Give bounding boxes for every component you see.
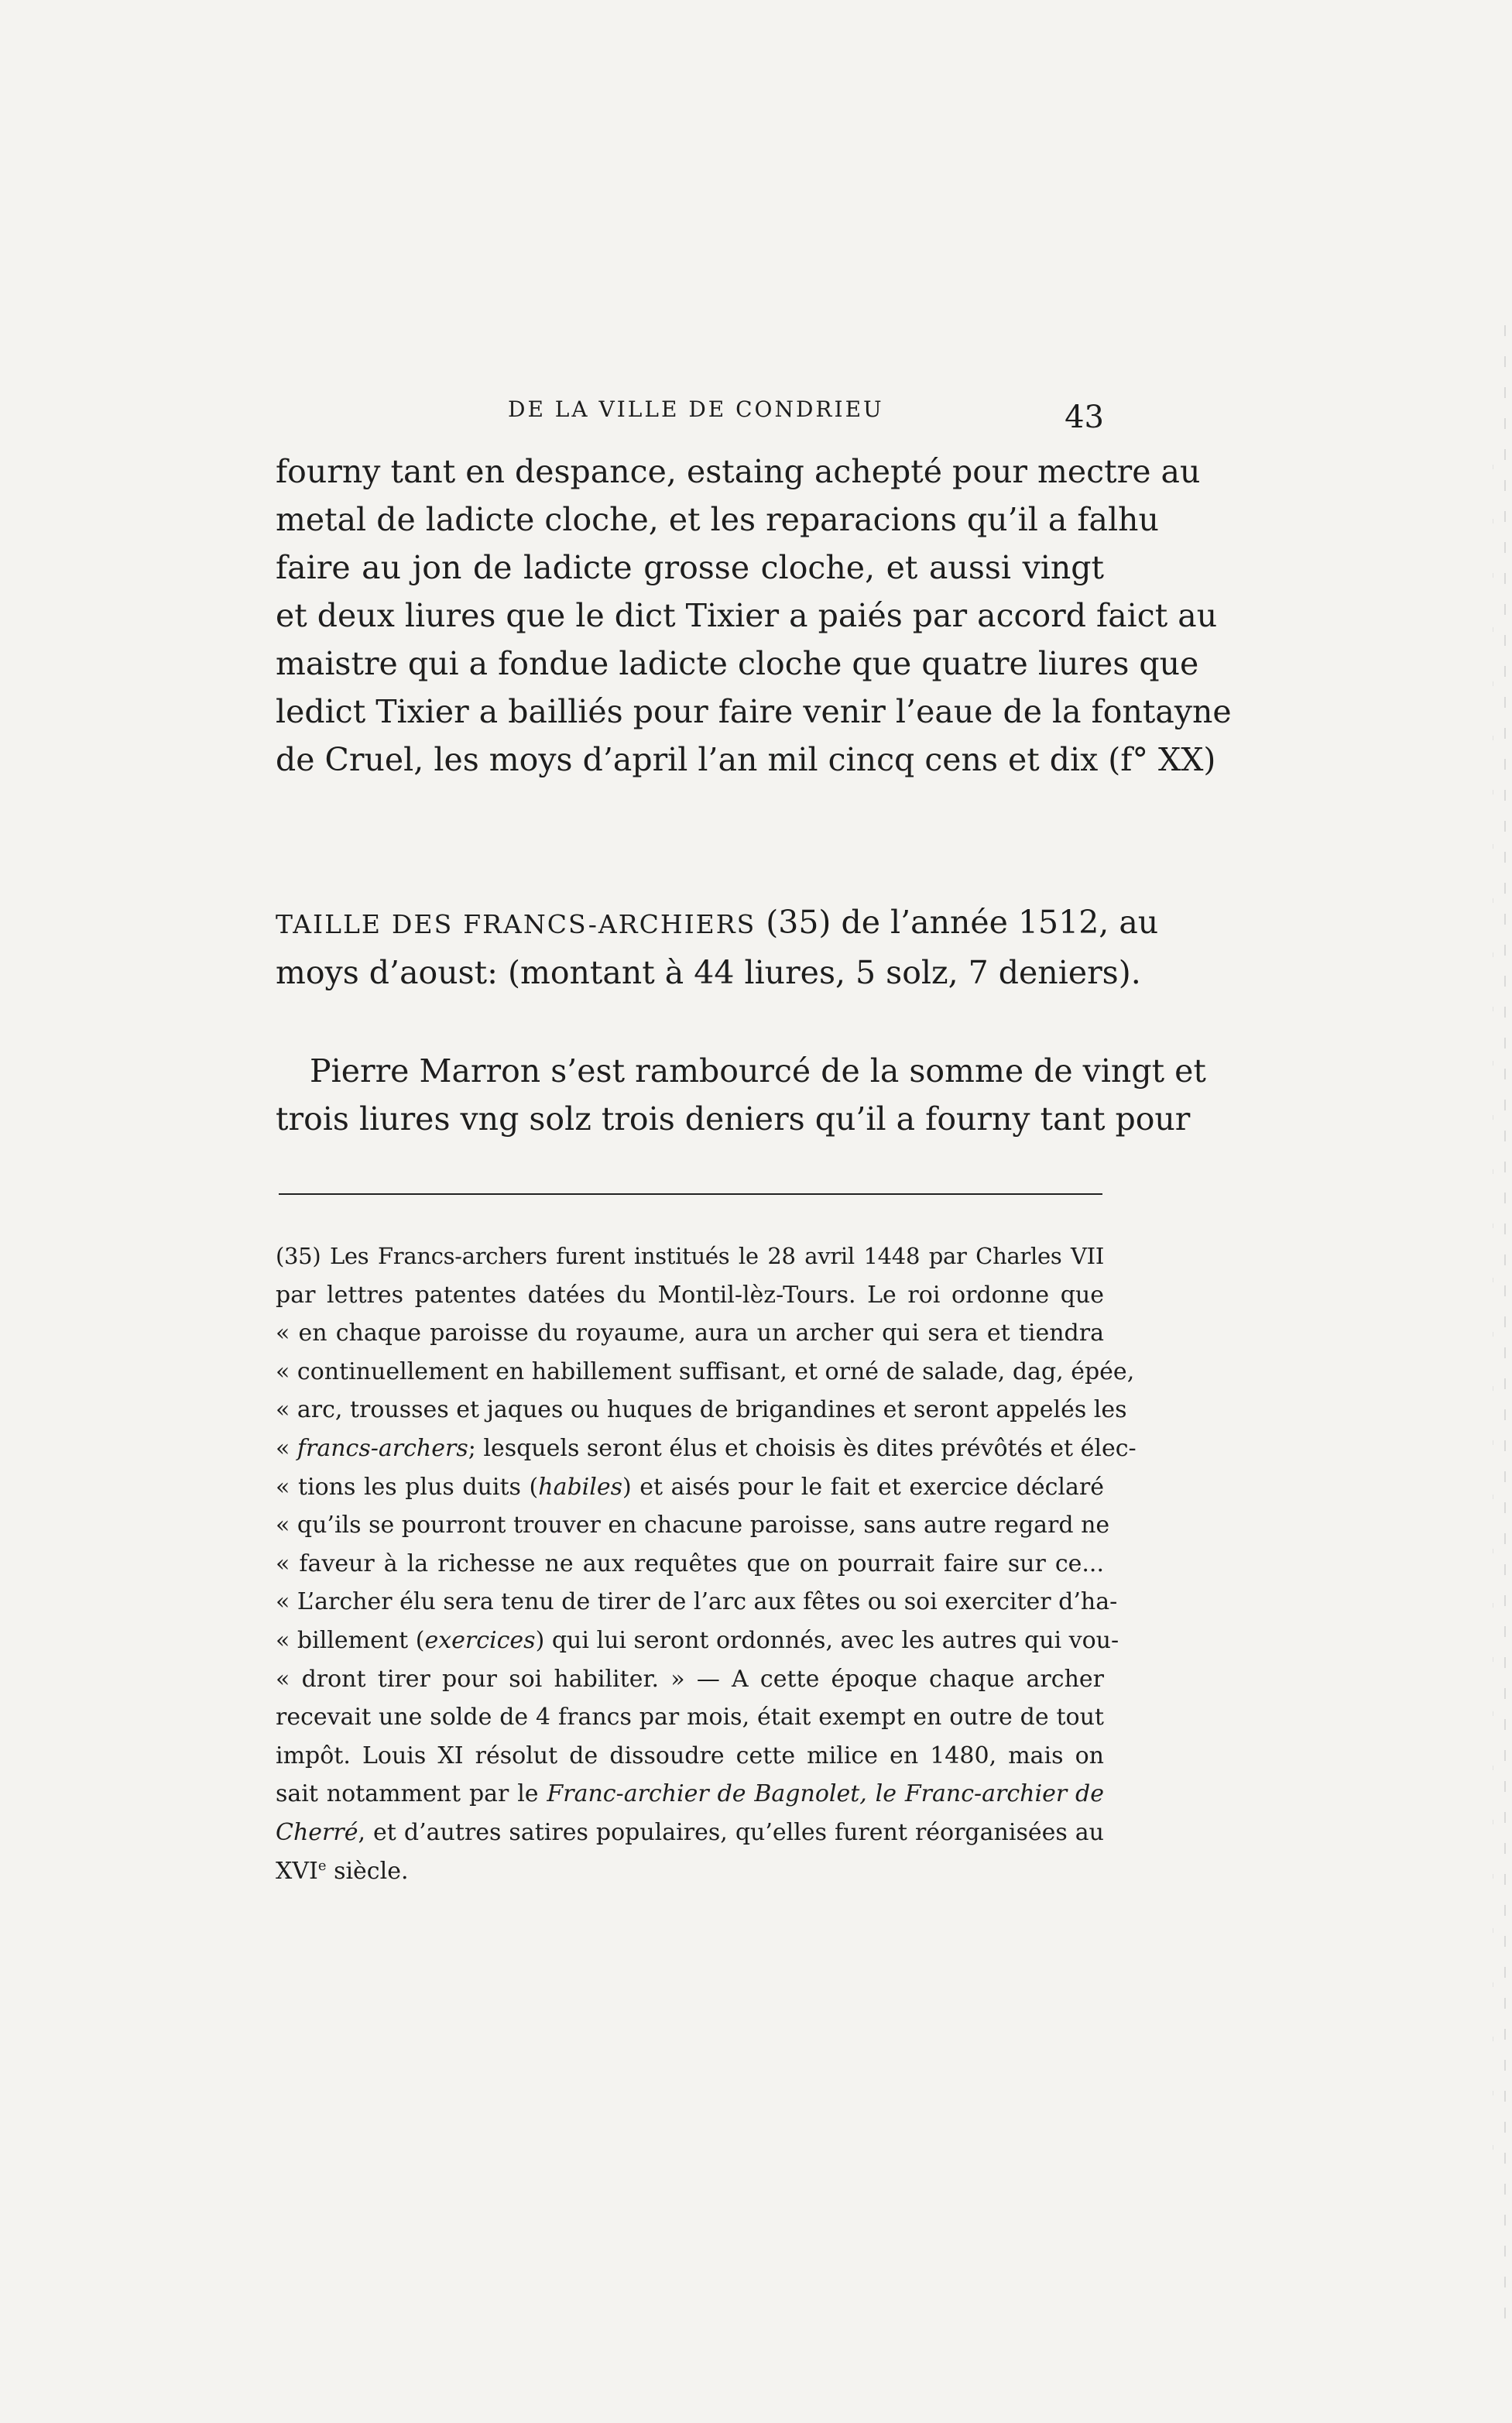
footnote-italic: habiles [538,1473,622,1501]
footnote-text: « tions les plus duits ( [276,1473,539,1501]
text-line: faire au jon de ladicte grosse cloche, et aussi vingt [276,549,1104,586]
text-line: fourny tant en despance, estaing achepté pour mectre au [276,453,1201,490]
text-line [276,898,1159,949]
footnote-text: ) qui lui seront ordonnés, avec les autres qui vou- [535,1626,1119,1654]
section-heading [276,898,1159,997]
text-line: maistre qui a fondue ladicte cloche que quatre liures que [276,645,1199,682]
body-paragraph [276,448,1232,784]
footnote-italic: Franc-archier de Bagnolet, le Franc-archier de [547,1780,1104,1808]
footnote-line: « L’archer élu sera tenu de tirer de l’arc aux fêtes ou soi exerciter d’ha- [276,1588,1118,1616]
footnote-text: ; lesquels seront élus et choisis ès dites prévôtés et élec- [468,1434,1137,1462]
footnote-line: « qu’ils se pourront trouver en chacune paroisse, sans autre regard ne [276,1512,1110,1539]
text-line: metal de ladicte cloche, et les reparacions qu’il a falhu [276,501,1159,538]
footnote-line: « faveur à la richesse ne aux requêtes que on pourrait faire sur ce... [276,1550,1104,1577]
page-header [276,389,1104,435]
footnote-line [276,1429,1137,1468]
footnote-line [276,1852,1104,1891]
heading-smallcaps: FRANCS-ARCHIERS [463,909,756,939]
footnote-line: recevait une solde de 4 francs par mois, était exempt en outre de tout [276,1704,1104,1731]
body-paragraph [276,1047,1206,1143]
running-head: DE LA VILLE DE CONDRIEU [508,396,884,422]
footnote-italic: francs-archers [297,1434,468,1462]
footnote-text: « billement ( [276,1626,425,1654]
footnote-text: , et d’autres satires populaires, qu’elles furent réorganisées au [358,1818,1104,1846]
text-line: moys d’aoust: (montant à 44 liures, 5 solz, 7 deniers). [276,954,1141,991]
footnote-line: « en chaque paroisse du royaume, aura un archer qui sera et tiendra [276,1320,1104,1347]
footnote-line [276,1775,1104,1814]
footnote-line [276,1814,1104,1852]
footnote-line: par lettres patentes datées du Montil-lèz-Tours. Le roi ordonne que [276,1281,1104,1309]
footnote-text: sait notamment par le [276,1780,547,1808]
footnote-text: « [276,1434,297,1462]
text-line: ledict Tixier a bailliés pour faire venir l’eaue de la fontayne [276,693,1232,730]
footnote-text: ) et aisés pour le fait et exercice déclaré [622,1473,1105,1501]
heading-smallcaps: DES [392,909,454,939]
footnote-line: « arc, trousses et jaques ou huques de brigandines et seront appelés les [276,1396,1127,1424]
footnote-italic: Cherré [276,1818,358,1846]
footnote-line [276,1468,1104,1507]
footnote [276,1237,1137,1890]
superscript: e [317,1857,327,1874]
footnote-line: « continuellement en habillement suffisant, et orné de salade, dag, épée, [276,1357,1135,1385]
footnote-text: siècle. [326,1857,409,1885]
footnote-line: (35) Les Francs-archers furent institués le 28 avril 1448 par Charles VII [276,1243,1104,1269]
text-line: trois liures vng solz trois deniers qu’il a fourny tant pour [276,1100,1191,1138]
century-numeral: XVI [276,1857,318,1885]
page-number: 43 [1065,400,1104,435]
footnote-line: « dront tirer pour soi habiliter. » — A cette époque chaque archer [276,1665,1104,1693]
heading-smallcaps: TAILLE [276,909,382,939]
heading-text: (35) de l’année 1512, au [766,904,1159,941]
footnote-line [276,1622,1119,1660]
text-line: de Cruel, les moys d’april l’an mil cincq cens et dix (f° XX) [276,741,1216,778]
text-line: et deux liures que le dict Tixier a paiés par accord faict au [276,597,1218,634]
footnote-line: impôt. Louis XI résolut de dissoudre cette milice en 1480, mais on [276,1742,1104,1769]
scan-edge-artifact [1504,325,1506,2339]
footnote-italic: exercices [424,1626,536,1654]
footnote-separator [279,1193,1102,1195]
text-line: Pierre Marron s’est rambourcé de la somme de vingt et [310,1052,1206,1090]
